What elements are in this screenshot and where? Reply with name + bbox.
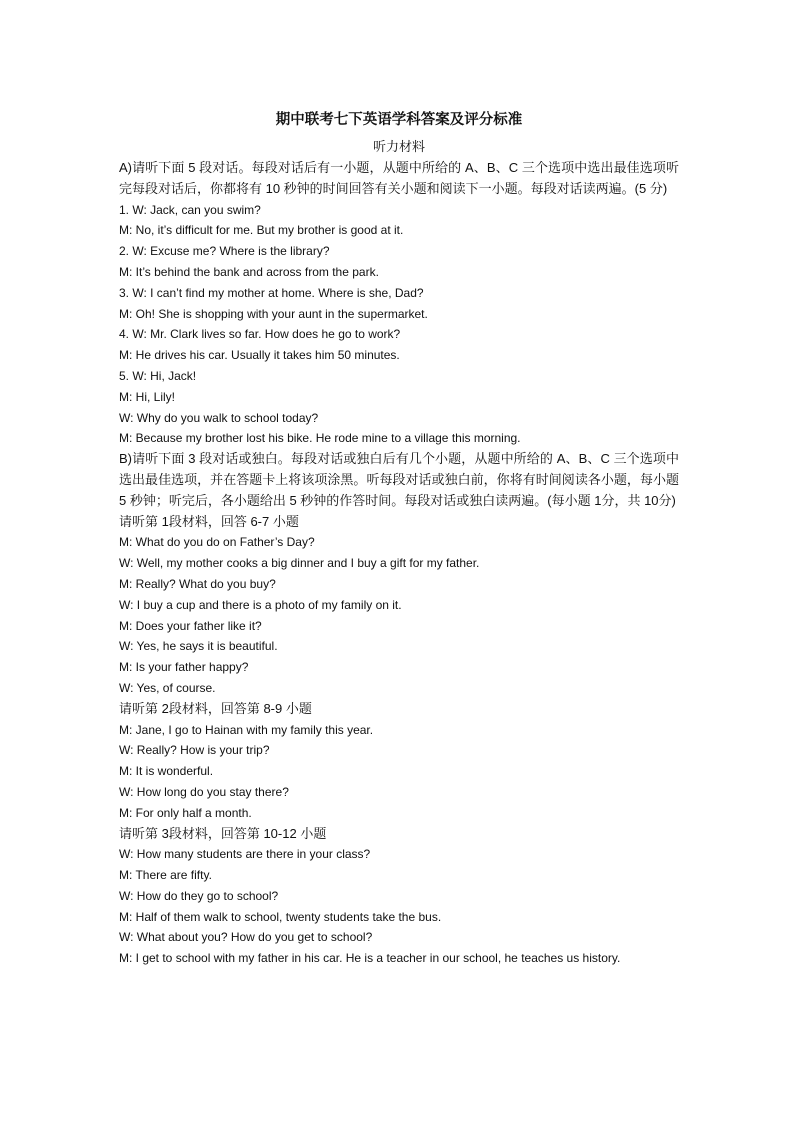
dialogue-line: M: He drives his car. Usually it takes him 50 minutes. <box>119 348 400 363</box>
dialogue-line: M: Because my brother lost his bike. He rode mine to a village this morning. <box>119 431 521 446</box>
dialogue-line: W: How long do you stay there? <box>119 784 289 799</box>
dialogue-line: M: Really? What do you buy? <box>119 576 276 591</box>
dialogue-line: M: It is wonderful. <box>119 764 214 779</box>
dialogue-line: M: Jane, I go to Hainan with my family this year. <box>119 722 374 737</box>
dialogue-line: 3. W: I can’t find my mother at home. Where is she, Dad? <box>119 285 424 300</box>
material-heading: 请听第 2段材料，回答第 8-9 小题 <box>119 700 312 716</box>
dialogue-line: M: Half of them walk to school, twenty students take the bus. <box>119 909 442 924</box>
dialogue-line: M: What do you do on Father’s Day? <box>119 535 315 550</box>
part-a-instruction: A)请听下面 5 段对话。每段对话后有一小题，从题中所给的 A、B、C 三个选项中选出最佳选项听完每段对话后，你都将有 10 秒钟的时间回答有关小题和阅读下一小题。每段对话读两遍。(5 分) <box>119 160 679 196</box>
dialogue-line: W: Yes, of course. <box>119 680 216 695</box>
dialogue-line: M: Oh! She is shopping with your aunt in the supermarket. <box>119 306 428 321</box>
dialogue-line: W: What about you? How do you get to school? <box>119 930 373 945</box>
dialogue-line: 4. W: Mr. Clark lives so far. How does he go to work? <box>119 327 401 342</box>
document-content <box>119 110 679 969</box>
dialogue-line: M: Does your father like it? <box>119 618 262 633</box>
dialogue-line: M: No, it’s difficult for me. But my brother is good at it. <box>119 223 404 238</box>
dialogue-line: M: Is your father happy? <box>119 660 249 675</box>
dialogue-line: M: It’s behind the bank and across from the park. <box>119 264 379 279</box>
dialogue-line: M: Hi, Lily! <box>119 389 176 404</box>
dialogue-line: W: I buy a cup and there is a photo of my family on it. <box>119 597 402 612</box>
material-heading: 请听第 1段材料，回答 6-7 小题 <box>119 513 299 529</box>
dialogue-line: M: For only half a month. <box>119 805 252 820</box>
material-3 <box>119 824 679 970</box>
dialogue-line: W: How do they go to school? <box>119 888 279 903</box>
dialogue-line: W: How many students are there in your class? <box>119 847 371 862</box>
part-a-dialogues <box>119 200 679 450</box>
dialogue-line: 5. W: Hi, Jack! <box>119 368 197 383</box>
dialogue-line: W: Why do you walk to school today? <box>119 410 319 425</box>
dialogue-line: M: There are fifty. <box>119 868 212 883</box>
section-title: 听力材料 <box>372 139 425 154</box>
material-heading: 请听第 3段材料，回答第 10-12 小题 <box>119 825 327 841</box>
material-1 <box>119 512 679 699</box>
material-2 <box>119 699 679 824</box>
dialogue-line: 2. W: Excuse me? Where is the library? <box>119 244 330 259</box>
dialogue-line: W: Really? How is your trip? <box>119 743 270 758</box>
dialogue-line: 1. W: Jack, can you swim? <box>119 202 261 217</box>
part-b-instruction: B)请听下面 3 段对话或独白。每段对话或独白后有几个小题，从题中所给的 A、B、C 三个选项中选出最佳选项，并在答题卡上将该项涂黑。听每段对话或独白前，你将有时间阅读各小题，每小题 5 秒钟；听完后，各小题给出 5 秒钟的作答时间。每段对话或独白读两遍。(每小题 1分，共 10分) <box>119 451 679 508</box>
dialogue-line: W: Yes, he says it is beautiful. <box>119 639 278 654</box>
dialogue-line: M: I get to school with my father in his car. He is a teacher in our school, he teaches us history. <box>119 951 621 966</box>
dialogue-line: W: Well, my mother cooks a big dinner and I buy a gift for my father. <box>119 556 480 571</box>
document-title: 期中联考七下英语学科答案及评分标准 <box>275 112 523 128</box>
